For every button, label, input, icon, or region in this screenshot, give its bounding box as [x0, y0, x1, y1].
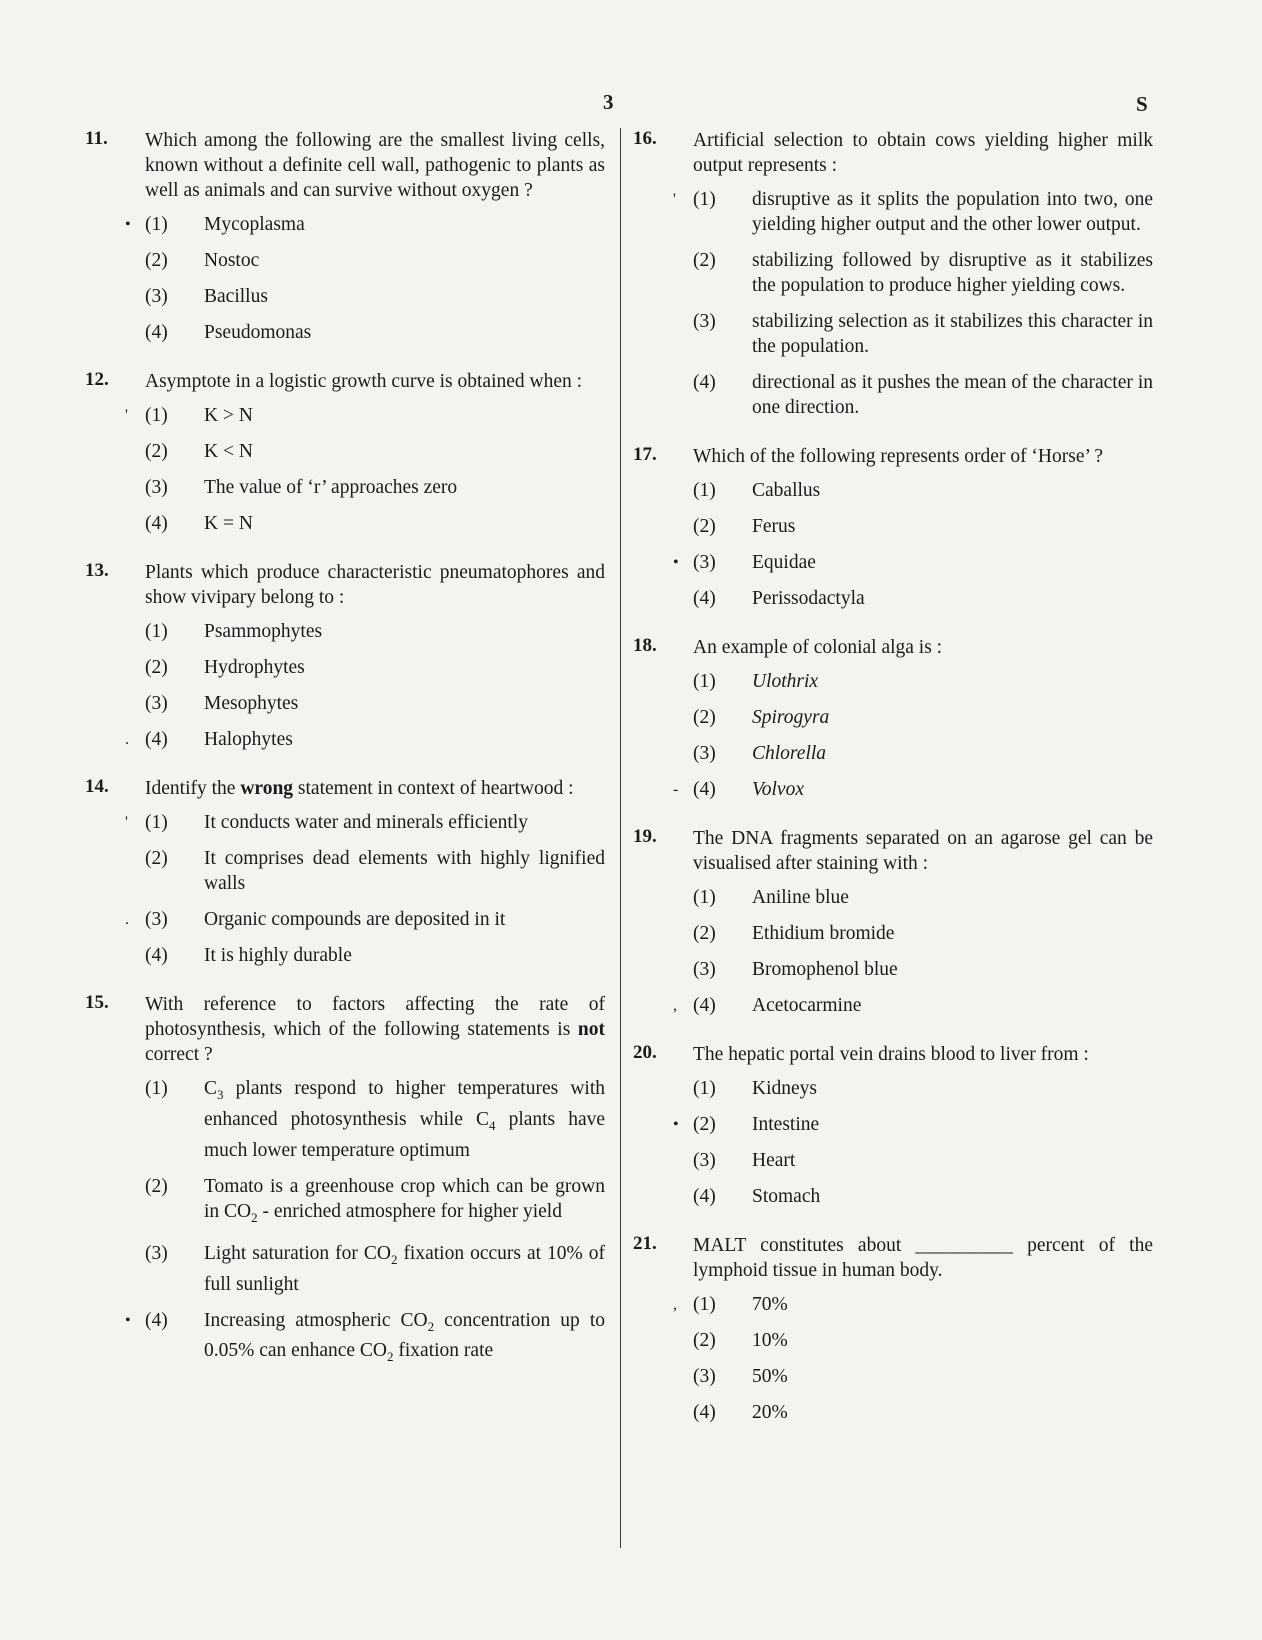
- option-label: (3): [693, 552, 716, 573]
- option-text-part: C: [204, 1078, 218, 1099]
- option-label: (2): [145, 657, 168, 678]
- question-number: 21.: [633, 1233, 657, 1254]
- answer-option[interactable]: [693, 1148, 1153, 1173]
- option-text: It conducts water and minerals efficiently: [204, 812, 528, 833]
- question-block: [633, 1042, 1153, 1209]
- option-text: 70%: [752, 1294, 788, 1315]
- option-label: (1): [145, 214, 168, 235]
- answer-option[interactable]: [145, 1174, 605, 1230]
- question-block: [633, 635, 1153, 802]
- options-list: [125, 403, 605, 536]
- answer-option[interactable]: [693, 885, 1153, 910]
- page-number: 3: [603, 90, 614, 114]
- chemical-subscript: 2: [390, 1251, 398, 1267]
- question-block: [85, 560, 605, 752]
- answer-option[interactable]: [693, 669, 1153, 694]
- question-emphasis: wrong: [240, 778, 294, 799]
- options-list: [673, 478, 1153, 611]
- option-text: Aniline blue: [752, 887, 849, 908]
- question-text-part: statement in context of heartwood :: [293, 778, 574, 799]
- answer-option[interactable]: [693, 586, 1153, 611]
- option-text: Stomach: [752, 1186, 821, 1207]
- question-number: 15.: [85, 992, 109, 1013]
- question-number: 13.: [85, 560, 109, 581]
- option-text: Pseudomonas: [204, 322, 312, 343]
- pencil-tick-mark: ': [125, 407, 128, 424]
- question-text-part: With reference to factors affecting the rate of photosynthesis, which of the following statements is: [145, 994, 605, 1040]
- question-text: Artificial selection to obtain cows yielding higher milk output represents :: [693, 130, 1153, 176]
- option-text: Heart: [752, 1150, 796, 1171]
- answer-option[interactable]: [145, 943, 605, 968]
- option-text: Caballus: [752, 480, 821, 501]
- question-text: MALT constitutes about __________ percent of the lymphoid tissue in human body.: [693, 1235, 1153, 1281]
- option-text: Ferus: [752, 516, 796, 537]
- option-text: [204, 1243, 605, 1295]
- answer-option[interactable]: [673, 993, 1153, 1018]
- pencil-tick-mark: ,: [673, 997, 677, 1014]
- answer-option[interactable]: [125, 907, 605, 932]
- option-label: (4): [693, 1186, 716, 1207]
- option-label: (4): [145, 945, 168, 966]
- option-text: [204, 1175, 605, 1225]
- option-text: Psammophytes: [204, 621, 323, 642]
- question-text: [145, 992, 605, 1067]
- question-text: [145, 776, 605, 801]
- option-text-part: fixation rate: [393, 1340, 494, 1362]
- option-text: [204, 1078, 605, 1161]
- option-text: It comprises dead elements with highly lignified walls: [204, 848, 605, 894]
- option-label: (2): [145, 1175, 168, 1197]
- answer-option[interactable]: [673, 1292, 1153, 1317]
- option-text: 10%: [752, 1330, 788, 1351]
- answer-option[interactable]: [693, 248, 1153, 298]
- option-label: (2): [145, 848, 168, 869]
- answer-option[interactable]: [125, 727, 605, 752]
- option-text-part: Light saturation for CO: [204, 1242, 391, 1264]
- question-number: 14.: [85, 776, 109, 797]
- option-text: Ulothrix: [752, 671, 819, 692]
- option-text: K = N: [204, 513, 253, 534]
- pencil-tick-mark: •: [673, 554, 679, 571]
- option-label: (3): [145, 286, 168, 307]
- question-block: [85, 776, 605, 968]
- question-block: [633, 128, 1153, 420]
- question-block: [85, 992, 605, 1369]
- options-list: [125, 1076, 606, 1369]
- option-label: (4): [693, 372, 716, 393]
- answer-option[interactable]: [673, 187, 1153, 237]
- answer-option[interactable]: [693, 370, 1153, 420]
- question-text-part: Identify the: [145, 778, 241, 799]
- option-label: (3): [693, 743, 716, 764]
- answer-option[interactable]: [145, 655, 605, 680]
- options-list: [673, 1292, 1153, 1425]
- option-text: 50%: [752, 1366, 788, 1387]
- question-block: [633, 826, 1153, 1018]
- option-label: (3): [145, 693, 168, 714]
- answer-option[interactable]: [145, 248, 605, 273]
- pencil-tick-mark: ': [125, 814, 128, 831]
- answer-option[interactable]: [125, 1308, 605, 1370]
- question-number: 20.: [633, 1042, 657, 1063]
- option-label: (3): [693, 959, 716, 980]
- option-label: (1): [693, 1078, 716, 1099]
- option-label: (3): [693, 1150, 716, 1171]
- option-label: (2): [693, 1330, 716, 1351]
- question-text-part: correct ?: [145, 1044, 213, 1065]
- question-number: 12.: [85, 369, 109, 390]
- answer-option[interactable]: [145, 320, 605, 345]
- option-label: (4): [145, 1309, 168, 1331]
- question-text: Plants which produce characteristic pneumatophores and show vivipary belong to :: [145, 562, 605, 608]
- question-text: Which among the following are the smallest living cells, known without a definite cell wall, pathogenic to plants as well as animals and can survive without oxygen ?: [145, 130, 605, 201]
- option-label: (4): [693, 995, 716, 1016]
- option-text: Mycoplasma: [204, 214, 305, 235]
- column-divider: [620, 128, 621, 1548]
- options-list: [125, 810, 605, 968]
- option-label: (3): [145, 477, 168, 498]
- answer-option[interactable]: [125, 403, 605, 428]
- option-text: Acetocarmine: [752, 995, 862, 1016]
- option-text: Bacillus: [204, 286, 268, 307]
- option-text: K < N: [204, 441, 253, 462]
- answer-option[interactable]: [145, 619, 605, 644]
- option-label: (2): [145, 250, 168, 271]
- answer-option[interactable]: [693, 1328, 1153, 1353]
- pencil-tick-mark: •: [673, 1116, 679, 1133]
- option-label: (1): [693, 671, 716, 692]
- answer-option[interactable]: [693, 705, 1153, 730]
- answer-option[interactable]: [145, 439, 605, 464]
- answer-option[interactable]: [673, 777, 1153, 802]
- option-label: (3): [145, 1242, 168, 1264]
- left-column: [85, 128, 605, 1393]
- option-label: (2): [693, 923, 716, 944]
- option-text: stabilizing selection as it stabilizes this character in the population.: [752, 311, 1153, 357]
- option-text-part: concentration up to 0.05% can enhance CO: [204, 1309, 605, 1362]
- question-block: [85, 128, 605, 345]
- question-block: [633, 1233, 1153, 1425]
- option-label: (1): [693, 480, 716, 501]
- option-label: (4): [693, 588, 716, 609]
- option-text: Nostoc: [204, 250, 260, 271]
- answer-option[interactable]: [145, 475, 605, 500]
- question-number: 17.: [633, 444, 657, 465]
- option-text: 20%: [752, 1402, 788, 1423]
- question-text: Which of the following represents order of ‘Horse’ ?: [693, 446, 1104, 467]
- option-text: disruptive as it splits the population into two, one yielding higher output and the other lower output.: [752, 189, 1153, 235]
- question-number: 18.: [633, 635, 657, 656]
- question-text: The hepatic portal vein drains blood to liver from :: [693, 1044, 1089, 1065]
- option-label: (2): [693, 250, 716, 271]
- chemical-subscript: 2: [427, 1318, 435, 1334]
- answer-option[interactable]: [693, 957, 1153, 982]
- pencil-tick-mark: •: [125, 216, 131, 233]
- chemical-subscript: 4: [489, 1117, 496, 1133]
- question-text: An example of colonial alga is :: [693, 637, 943, 658]
- answer-option[interactable]: [693, 1184, 1153, 1209]
- pencil-tick-mark: .: [125, 731, 129, 748]
- option-label: (2): [693, 707, 716, 728]
- option-label: (2): [693, 1114, 716, 1135]
- option-label: (1): [693, 1294, 716, 1315]
- option-text: Mesophytes: [204, 693, 299, 714]
- answer-option[interactable]: [693, 1400, 1153, 1425]
- option-label: (1): [145, 621, 168, 642]
- option-text: Bromophenol blue: [752, 959, 898, 980]
- answer-option[interactable]: [673, 550, 1153, 575]
- option-label: (4): [145, 729, 168, 750]
- option-text: stabilizing followed by disruptive as it stabilizes the population to produce higher yielding cows.: [752, 250, 1153, 296]
- option-text: [204, 1309, 605, 1365]
- options-list: [673, 669, 1153, 802]
- answer-option[interactable]: [693, 1364, 1153, 1389]
- chemical-subscript: 2: [251, 1209, 258, 1225]
- answer-option[interactable]: [125, 810, 605, 835]
- question-number: 11.: [85, 128, 108, 149]
- option-text-part: Increasing atmospheric CO: [204, 1309, 428, 1331]
- options-list: [673, 885, 1153, 1018]
- option-label: (1): [693, 887, 716, 908]
- option-text-part: Tomato is a greenhouse crop which can be grown in CO: [204, 1175, 605, 1222]
- answer-option[interactable]: [145, 511, 605, 536]
- options-list: [673, 187, 1153, 420]
- option-text-part: fixation occurs at 10% of full sunlight: [204, 1242, 606, 1295]
- options-list: [125, 619, 605, 752]
- question-block: [85, 369, 605, 536]
- option-text: Volvox: [752, 779, 804, 800]
- option-text: Hydrophytes: [204, 657, 305, 678]
- pencil-tick-mark: ,: [673, 1296, 677, 1313]
- option-text: Equidae: [752, 552, 816, 573]
- option-label: (3): [145, 909, 168, 930]
- option-label: (1): [145, 1078, 168, 1099]
- option-text: directional as it pushes the mean of the character in one direction.: [752, 372, 1153, 418]
- option-text-part: - enriched atmosphere for higher yield: [257, 1200, 562, 1222]
- question-emphasis: not: [577, 1019, 605, 1040]
- chemical-subscript: 2: [387, 1349, 394, 1365]
- answer-option[interactable]: [693, 514, 1153, 539]
- question-number: 16.: [633, 128, 657, 149]
- option-text: Ethidium bromide: [752, 923, 895, 944]
- option-text: Kidneys: [752, 1078, 817, 1099]
- answer-option[interactable]: [125, 212, 605, 237]
- option-text: Perissodactyla: [752, 588, 865, 609]
- answer-option[interactable]: [145, 1241, 605, 1297]
- answer-option[interactable]: [145, 284, 605, 309]
- answer-option[interactable]: [673, 1112, 1153, 1137]
- option-label: (4): [145, 322, 168, 343]
- pencil-tick-mark: ': [673, 191, 676, 208]
- option-label: (2): [693, 516, 716, 537]
- question-block: [633, 444, 1153, 611]
- option-text: It is highly durable: [204, 945, 352, 966]
- question-text: Asymptote in a logistic growth curve is obtained when :: [145, 371, 583, 392]
- answer-option[interactable]: [145, 846, 605, 896]
- option-label: (4): [693, 779, 716, 800]
- option-label: (1): [693, 189, 716, 210]
- chemical-subscript: 3: [217, 1086, 224, 1102]
- option-text: Chlorella: [752, 743, 827, 764]
- pencil-tick-mark: •: [125, 1311, 131, 1329]
- options-list: [673, 1076, 1153, 1209]
- question-text: The DNA fragments separated on an agarose gel can be visualised after staining with :: [693, 828, 1153, 874]
- options-list: [125, 212, 605, 345]
- option-text: The value of ‘r’ approaches zero: [204, 477, 458, 498]
- option-text: Intestine: [752, 1114, 820, 1135]
- pencil-tick-mark: .: [125, 911, 129, 928]
- option-text: K > N: [204, 405, 253, 426]
- answer-option[interactable]: [693, 741, 1153, 766]
- option-label: (1): [145, 405, 168, 426]
- answer-option[interactable]: [693, 478, 1153, 503]
- answer-option[interactable]: [145, 1076, 605, 1163]
- option-label: (1): [145, 812, 168, 833]
- answer-option[interactable]: [693, 1076, 1153, 1101]
- option-label: (3): [693, 1366, 716, 1387]
- question-number: 19.: [633, 826, 657, 847]
- option-text-part: plants have much lower temperature optimum: [204, 1108, 605, 1161]
- pencil-tick-mark: -: [673, 781, 679, 798]
- option-label: (4): [693, 1402, 716, 1423]
- answer-option[interactable]: [145, 691, 605, 716]
- option-label: (4): [145, 513, 168, 534]
- option-text-part: plants respond to higher temperatures with enhanced photosynthesis while C: [204, 1078, 605, 1130]
- option-label: (3): [693, 311, 716, 332]
- answer-option[interactable]: [693, 921, 1153, 946]
- answer-option[interactable]: [693, 309, 1153, 359]
- question-set-code: S: [1136, 92, 1148, 116]
- option-text: Organic compounds are deposited in it: [204, 909, 506, 930]
- option-text: Halophytes: [204, 729, 293, 750]
- option-label: (2): [145, 441, 168, 462]
- right-column: [633, 128, 1153, 1449]
- option-text: Spirogyra: [752, 707, 830, 728]
